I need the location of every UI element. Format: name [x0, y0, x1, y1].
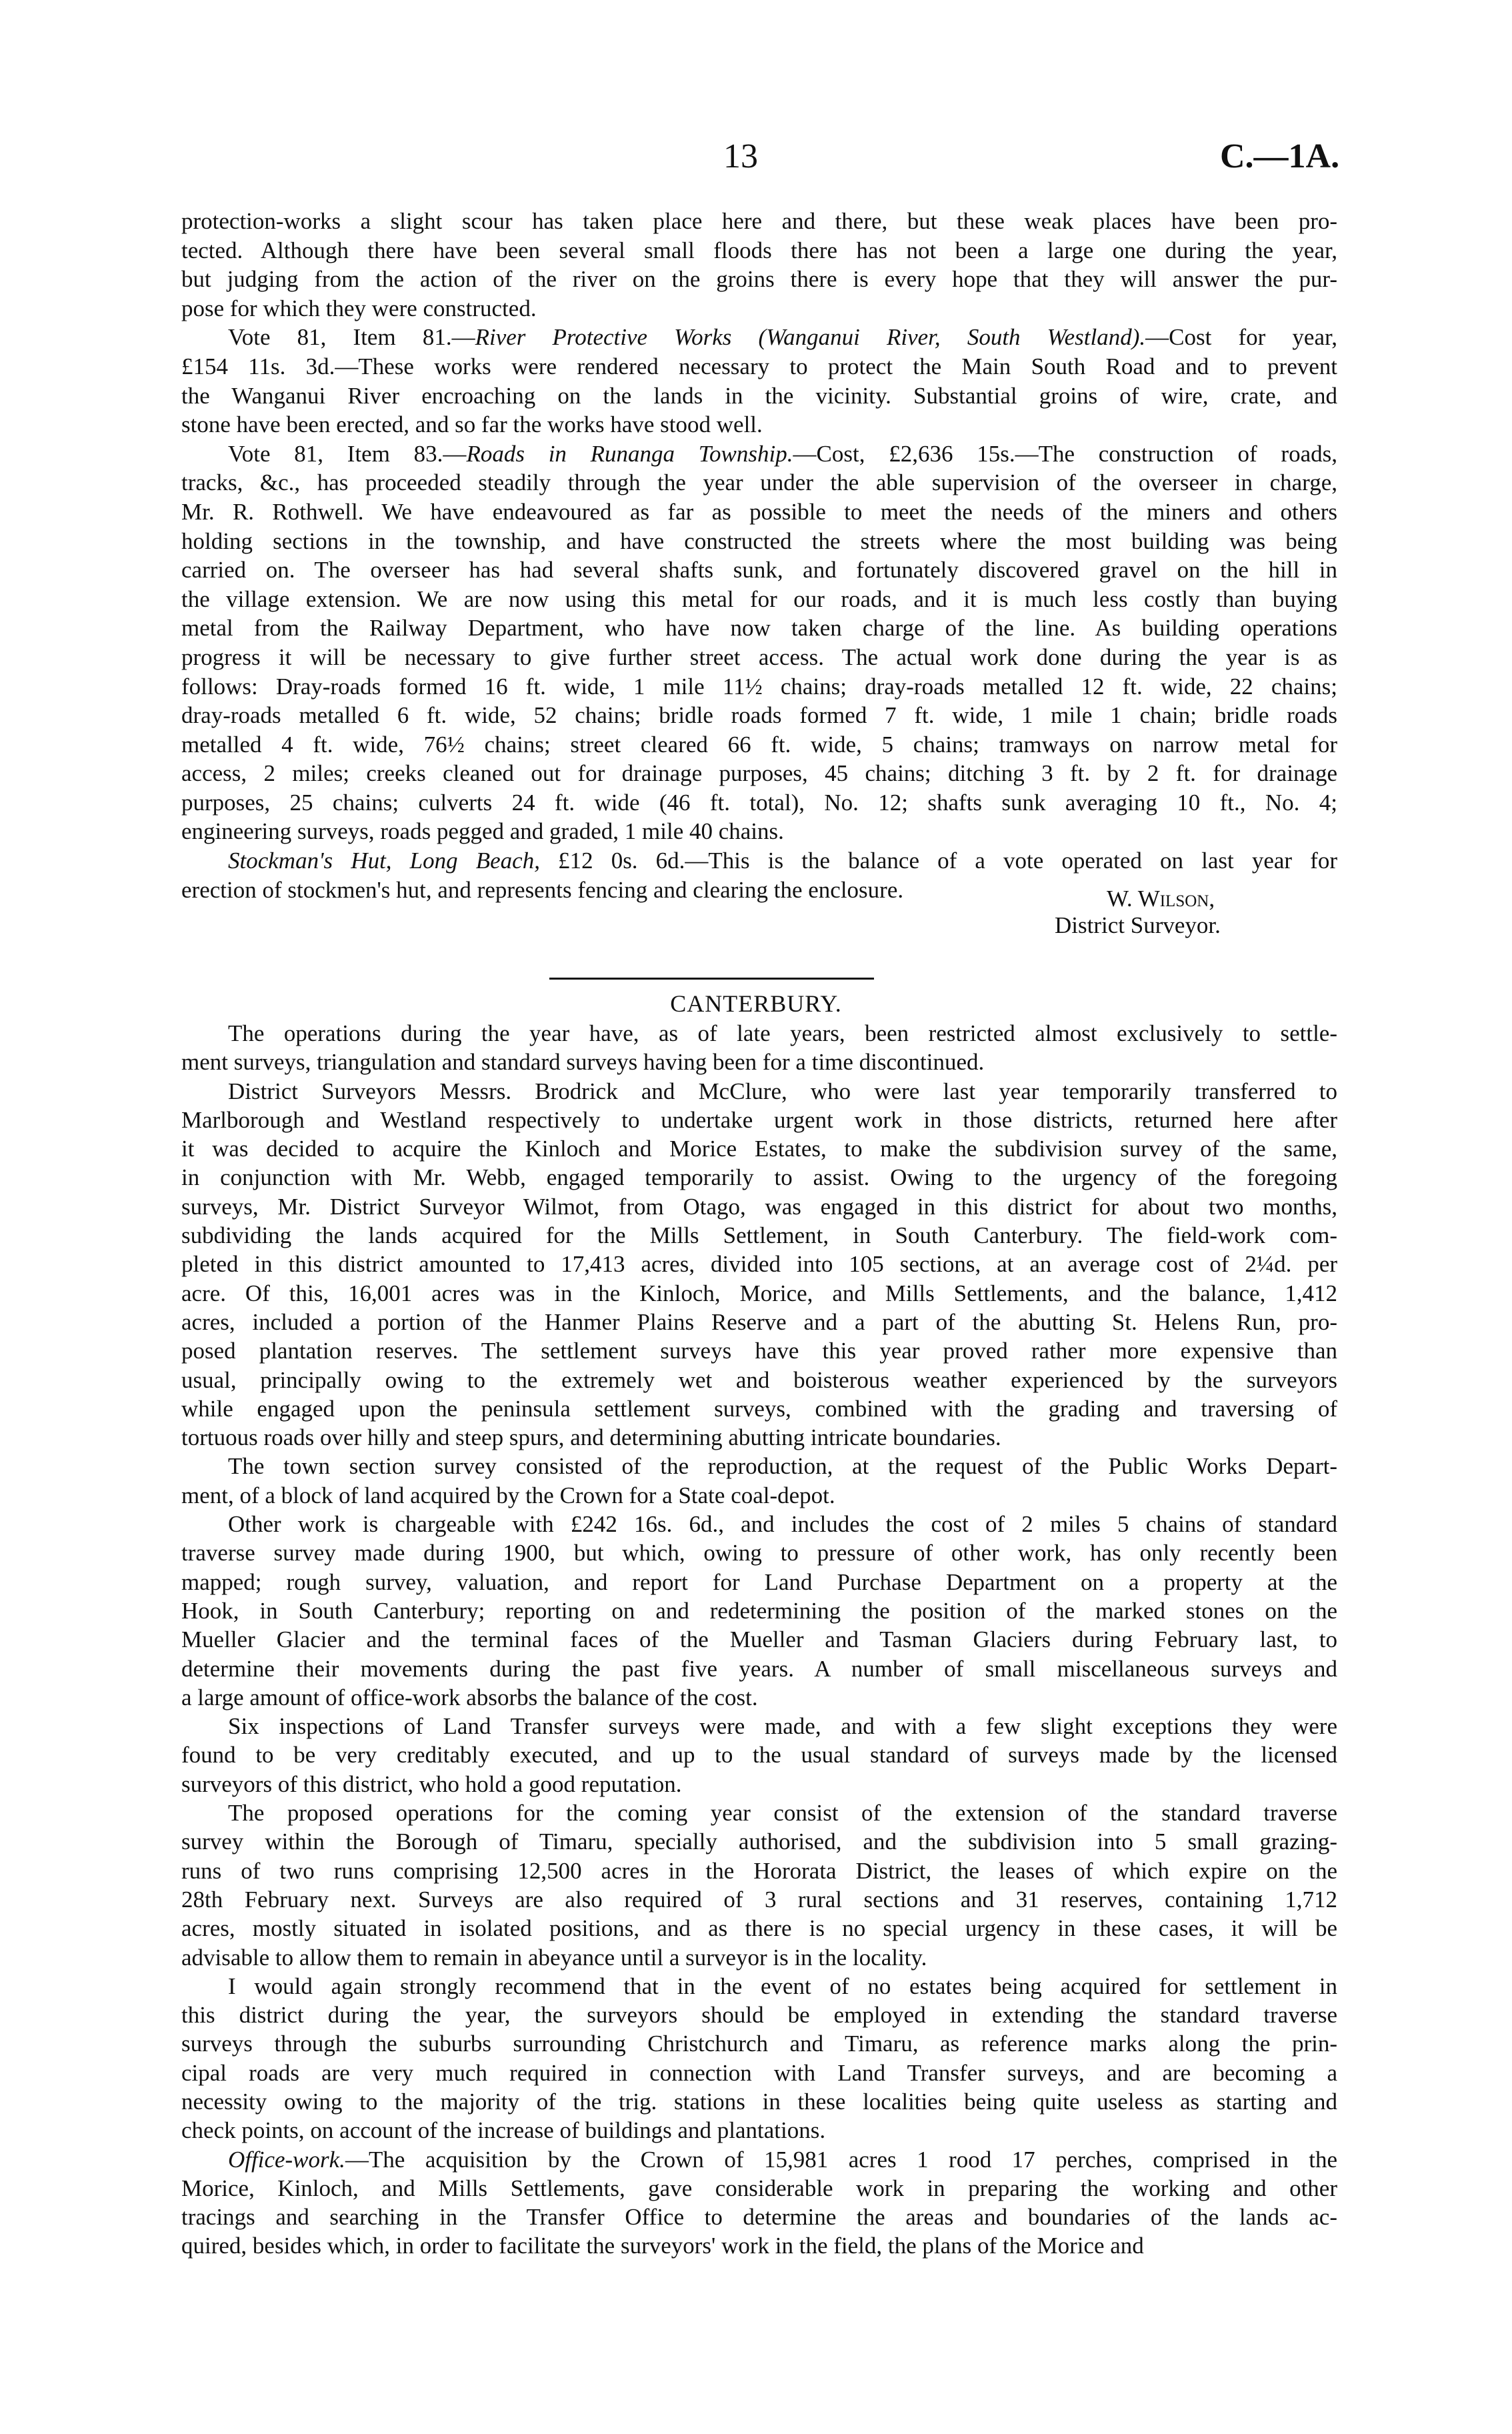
paragraph-line: found to be very creditably executed, and up to the usual standard of surveys made by the licensed [181, 1742, 1337, 1768]
paragraph-line: tortuous roads over hilly and steep spurs, and determining abutting intricate boundaries. [181, 1424, 1001, 1451]
paragraph-line: check points, on account of the increase of buildings and plantations. [181, 2117, 826, 2144]
paragraph-line: advisable to allow them to remain in abeyance until a surveyor is in the locality. [181, 1944, 927, 1971]
paragraph-line: tracks, &c., has proceeded steadily through the year under the able supervision of the overseer in charge, [181, 469, 1337, 496]
document-reference: C.—1A. [1220, 137, 1340, 175]
paragraph-line: ment surveys, triangulation and standard surveys having been for a time discontinued. [181, 1049, 985, 1076]
paragraph-line: a large amount of office-work absorbs the balance of the cost. [181, 1684, 758, 1710]
paragraph-line: purposes, 25 chains; culverts 24 ft. wide (46 ft. total), No. 12; shafts sunk averaging 10 ft., No. 4; [181, 789, 1337, 816]
paragraph-line: surveys through the suburbs surrounding Christchurch and Timaru, as reference marks along the prin- [181, 2031, 1337, 2057]
italic-title: River Protective Works (Wanganui River, South Westland). [475, 324, 1146, 351]
line-text: —Cost for year, [1145, 324, 1337, 351]
paragraph-line: metal from the Railway Department, who have now taken charge of the line. As building operations [181, 615, 1337, 642]
paragraph-line: in conjunction with Mr. Webb, engaged temporarily to assist. Owing to the urgency of the foregoing [181, 1164, 1337, 1191]
paragraph-line: survey within the Borough of Timaru, specially authorised, and the subdivision into 5 small grazing- [181, 1829, 1337, 1855]
paragraph-line: surveyors of this district, who hold a good reputation. [181, 1770, 682, 1797]
paragraph-line: ment, of a block of land acquired by the Crown for a State coal-depot. [181, 1482, 835, 1508]
line-text: £12 0s. 6d.—This is the balance of a vote operated on last year for [539, 848, 1337, 874]
paragraph-line: this district during the year, the surveyors should be employed in extending the standard traverse [181, 2002, 1337, 2029]
paragraph-line: surveys, Mr. District Surveyor Wilmot, from Otago, was engaged in this district for about two months, [181, 1193, 1337, 1220]
line-text: Vote 81, Item 83.— [228, 440, 467, 467]
paragraph-first-line: The town section survey consisted of the reproduction, at the request of the Public Works Depart- [228, 1453, 1337, 1480]
paragraph-line: tected. Although there have been several small floods there has not been a large one during the year, [181, 237, 1337, 263]
paragraph-line: subdividing the lands acquired for the Mills Settlement, in South Canterbury. The field-work com- [181, 1222, 1337, 1249]
line-text: Vote 81, Item 81.— [228, 324, 475, 351]
paragraph-line: progress it will be necessary to give further street access. The actual work done during the year is as [181, 644, 1337, 670]
paragraph-line: Mr. R. Rothwell. We have endeavoured as far as possible to meet the needs of the miners and others [181, 498, 1337, 525]
paragraph-line: the village extension. We are now using this metal for our roads, and it is much less costly than buying [181, 585, 1337, 612]
paragraph-line: pose for which they were constructed. [181, 295, 537, 321]
paragraph-first-line: Six inspections of Land Transfer surveys were made, and with a few slight exceptions they were [228, 1713, 1337, 1740]
page-number: 13 [723, 137, 758, 175]
paragraph-line: holding sections in the township, and have constructed the streets where the most building was being [181, 527, 1337, 554]
paragraph-first-line: The proposed operations for the coming year consist of the extension of the standard traverse [228, 1800, 1337, 1827]
paragraph-line: 28th February next. Surveys are also required of 3 rural sections and 31 reserves, containing 1,712 [181, 1886, 1337, 1913]
paragraph-line: it was decided to acquire the Kinloch and Morice Estates, to make the subdivision survey of the same, [181, 1136, 1337, 1162]
paragraph-first-line: protection-works a slight scour has taken place here and there, but these weak places have been pro- [181, 208, 1337, 234]
paragraph-line: acres, included a portion of the Hanmer Plains Reserve and a part of the abutting St. Helens Run, pro- [181, 1308, 1337, 1335]
paragraph-line: cipal roads are very much required in connection with Land Transfer surveys, and are becoming a [181, 2059, 1337, 2086]
section-heading-canterbury: CANTERBURY. [670, 990, 842, 1017]
paragraph-line: acre. Of this, 16,001 acres was in the Kinloch, Morice, and Mills Settlements, and the balance, 1,412 [181, 1280, 1337, 1306]
paragraph-line: quired, besides which, in order to facilitate the surveyors' work in the field, the plans of the Morice and [181, 2233, 1144, 2259]
italic-title: Office-work. [228, 2146, 345, 2173]
paragraph-line: mapped; rough survey, valuation, and report for Land Purchase Department on a property at the [181, 1568, 1337, 1595]
italic-title: Roads in Runanga Township. [466, 440, 793, 467]
paragraph-line: tracings and searching in the Transfer Office to determine the areas and boundaries of the lands ac- [181, 2204, 1337, 2231]
paragraph-line: stone have been erected, and so far the works have stood well. [181, 411, 763, 438]
paragraph-first-line [181, 323, 1337, 352]
paragraph-line: Hook, in South Canterbury; reporting on and redetermining the position of the marked stones on the [181, 1597, 1337, 1624]
line-text: —Cost, £2,636 15s.—The construction of roads, [793, 440, 1337, 467]
signature-title: District Surveyor. [1055, 912, 1221, 938]
paragraph-line: posed plantation reserves. The settlement surveys have this year proved rather more expensive than [181, 1338, 1337, 1364]
paragraph-line: acres, mostly situated in isolated positions, and as there is no special urgency in these cases, it will be [181, 1915, 1337, 1942]
paragraph-line: runs of two runs comprising 12,500 acres in the Hororata District, the leases of which expire on the [181, 1857, 1337, 1884]
paragraph-line: Mueller Glacier and the terminal faces of the Mueller and Tasman Glaciers during February last, to [181, 1626, 1337, 1653]
paragraph-line: necessity owing to the majority of the trig. stations in these localities being quite useless as starting and [181, 2088, 1337, 2115]
italic-title: Stockman's Hut, Long Beach, [228, 848, 540, 874]
paragraph-first-line [181, 2145, 1337, 2174]
paragraph-first-line: District Surveyors Messrs. Brodrick and McClure, who were last year temporarily transferred to [228, 1078, 1337, 1104]
paragraph-line: Marlborough and Westland respectively to undertake urgent work in those districts, returned here after [181, 1106, 1337, 1133]
section-divider [549, 978, 874, 980]
paragraph-line: £154 11s. 3d.—These works were rendered necessary to protect the Main South Road and to prevent [181, 353, 1337, 379]
paragraph-line: erection of stockmen's hut, and represents fencing and clearing the enclosure. [181, 876, 904, 903]
paragraph-first-line: I would again strongly recommend that in the event of no estates being acquired for settlement in [228, 1973, 1337, 1999]
line-text: —The acquisition by the Crown of 15,981 acres 1 rood 17 perches, comprised in the [345, 2146, 1337, 2173]
paragraph-line: follows: Dray-roads formed 16 ft. wide, 1 mile 11½ chains; dray-roads metalled 12 ft. wide, 22 chains; [181, 673, 1337, 700]
paragraph-line: the Wanganui River encroaching on the lands in the vicinity. Substantial groins of wire, crate, and [181, 382, 1337, 409]
signature-name: W. Wilson, [1107, 886, 1215, 912]
canterbury-report-text [181, 1019, 1337, 2261]
paragraph-first-line: Other work is chargeable with £242 16s. 6d., and includes the cost of 2 miles 5 chains of standard [228, 1511, 1337, 1538]
paragraph-line: Morice, Kinloch, and Mills Settlements, gave considerable work in preparing the working and other [181, 2175, 1337, 2201]
paragraph-line: while engaged upon the peninsula settlement surveys, combined with the grading and traversing of [181, 1395, 1337, 1422]
wilson-report-text [181, 207, 1337, 904]
paragraph-line: usual, principally owing to the extremely wet and boisterous weather experienced by the surveyors [181, 1366, 1337, 1393]
paragraph-first-line [181, 846, 1337, 876]
paragraph-first-line [181, 439, 1337, 469]
paragraph-line: but judging from the action of the river on the groins there is every hope that they will answer the pur- [181, 266, 1337, 293]
paragraph-line: pleted in this district amounted to 17,413 acres, divided into 105 sections, at an average cost of 2¼d. per [181, 1251, 1337, 1278]
paragraph-line: determine their movements during the past five years. A number of small miscellaneous surveys and [181, 1655, 1337, 1682]
paragraph-first-line: The operations during the year have, as of late years, been restricted almost exclusively to settle- [228, 1020, 1337, 1046]
paragraph-line: access, 2 miles; creeks cleaned out for drainage purposes, 45 chains; ditching 3 ft. by 2 ft. for drainage [181, 760, 1337, 787]
paragraph-line: engineering surveys, roads pegged and graded, 1 mile 40 chains. [181, 818, 784, 845]
paragraph-line: traverse survey made during 1900, but which, owing to pressure of other work, has only recently been [181, 1540, 1337, 1566]
paragraph-line: metalled 4 ft. wide, 76½ chains; street cleared 66 ft. wide, 5 chains; tramways on narrow metal for [181, 731, 1337, 758]
paragraph-line: carried on. The overseer has had several shafts sunk, and fortunately discovered gravel on the hill in [181, 557, 1337, 583]
paragraph-line: dray-roads metalled 6 ft. wide, 52 chains; bridle roads formed 7 ft. wide, 1 mile 1 chain; bridle roads [181, 702, 1337, 729]
